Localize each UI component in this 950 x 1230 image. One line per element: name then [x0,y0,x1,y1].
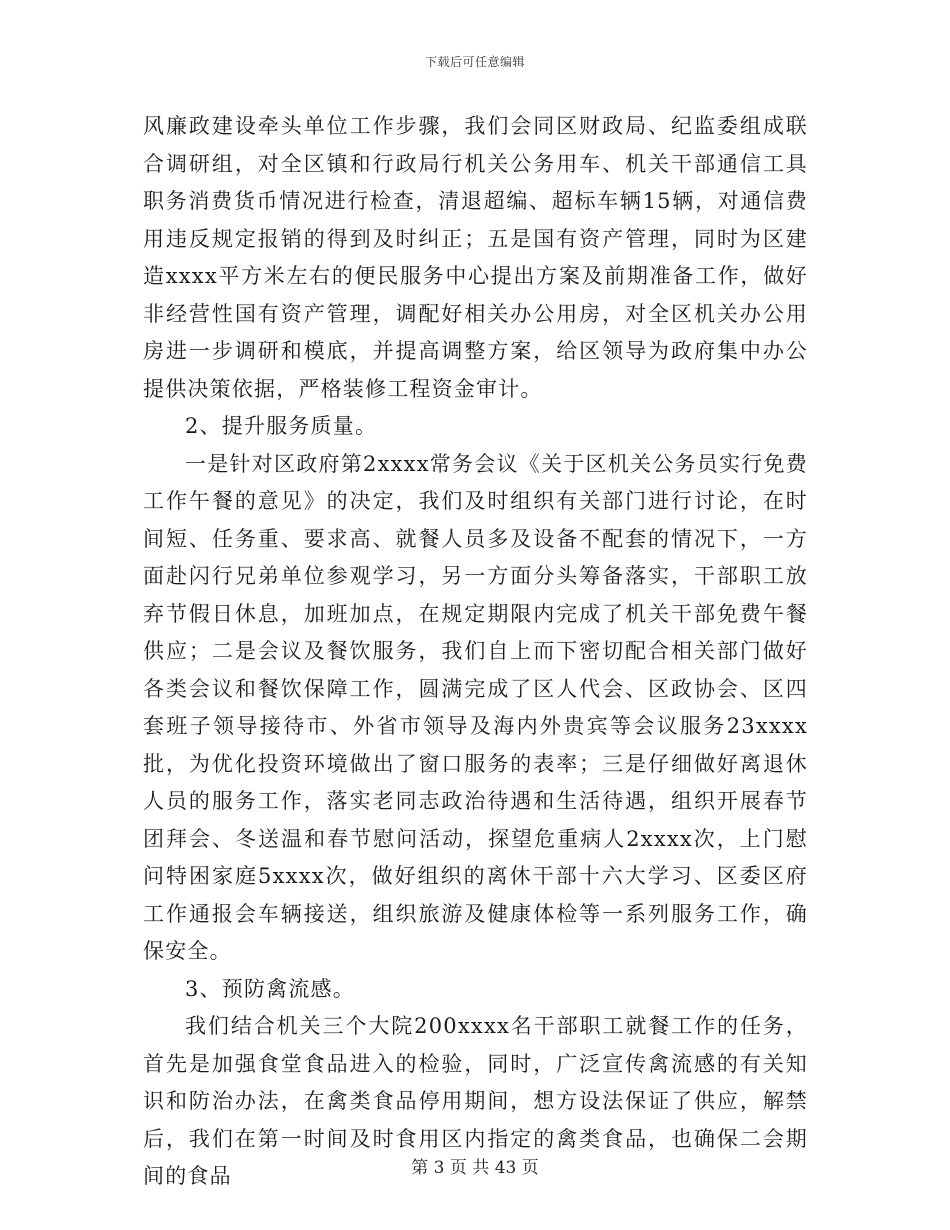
paragraph-1: 风廉政建设牵头单位工作步骤，我们会同区财政局、纪监委组成联合调研组，对全区镇和行政局行机关公务用车、机关干部通信工具职务消费货币情况进行检查，清退超编、超标车辆15辆，对通信费用违反规定报销的得到及时纠正；五是国有资产管理，同时为区建造xxxx平方米左右的便民服务中心提出方案及前期准备工作，做好非经营性国有资产管理，调配好相关办公用房，对全区机关办公用房进一步调研和模底，并提高调整方案，给区领导为政府集中办公提供决策依据，严格装修工程资金审计。 [143,114,808,401]
heading-bird-flu: 3、预防禽流感。 [185,976,355,1001]
paragraph-bird-flu: 我们结合机关三个大院200xxxx名干部职工就餐工作的任务，首先是加强食堂食品进入的检验，同时，广泛宣传禽流感的有关知识和防治办法，在禽类食品停用期间，想方设法保证了供应，解禁后，我们在第一时间及时食用区内指定的禽类食品，也确保二会期间的食品 [143,1014,808,1188]
document-body [143,108,808,1196]
page-header: 下载后可任意编辑 [424,55,525,69]
page-footer: 第 3 页 共 43 页 [411,1158,539,1178]
paragraph-service-quality: 一是针对区政府第2xxxx常务会议《关于区机关公务员实行免费工作午餐的意见》的决定，我们及时组织有关部门进行讨论，在时间短、任务重、要求高、就餐人员多及设备不配套的情况下，一方面赴闪行兄弟单位参观学习，另一方面分头筹备落实，干部职工放弃节假日休息，加班加点，在规定期限内完成了机关干部免费午餐供应；二是会议及餐饮服务，我们自上而下密切配合相关部门做好各类会议和餐饮保障工作，圆满完成了区人代会、区政协会、区四套班子领导接待市、外省市领导及海内外贵宾等会议服务23xxxx批，为优化投资环境做出了窗口服务的表率；三是仔细做好离退休人员的服务工作，落实老同志政治待遇和生活待遇，组织开展春节团拜会、冬送温和春节慰问活动，探望危重病人2xxxx次，上门慰问特困家庭5xxxx次，做好组织的离休干部十六大学习、区委区府工作通报会车辆接送，组织旅游及健康体检等一系列服务工作，确保安全。 [143,451,808,963]
heading-service-quality: 2、提升服务质量。 [185,414,378,438]
